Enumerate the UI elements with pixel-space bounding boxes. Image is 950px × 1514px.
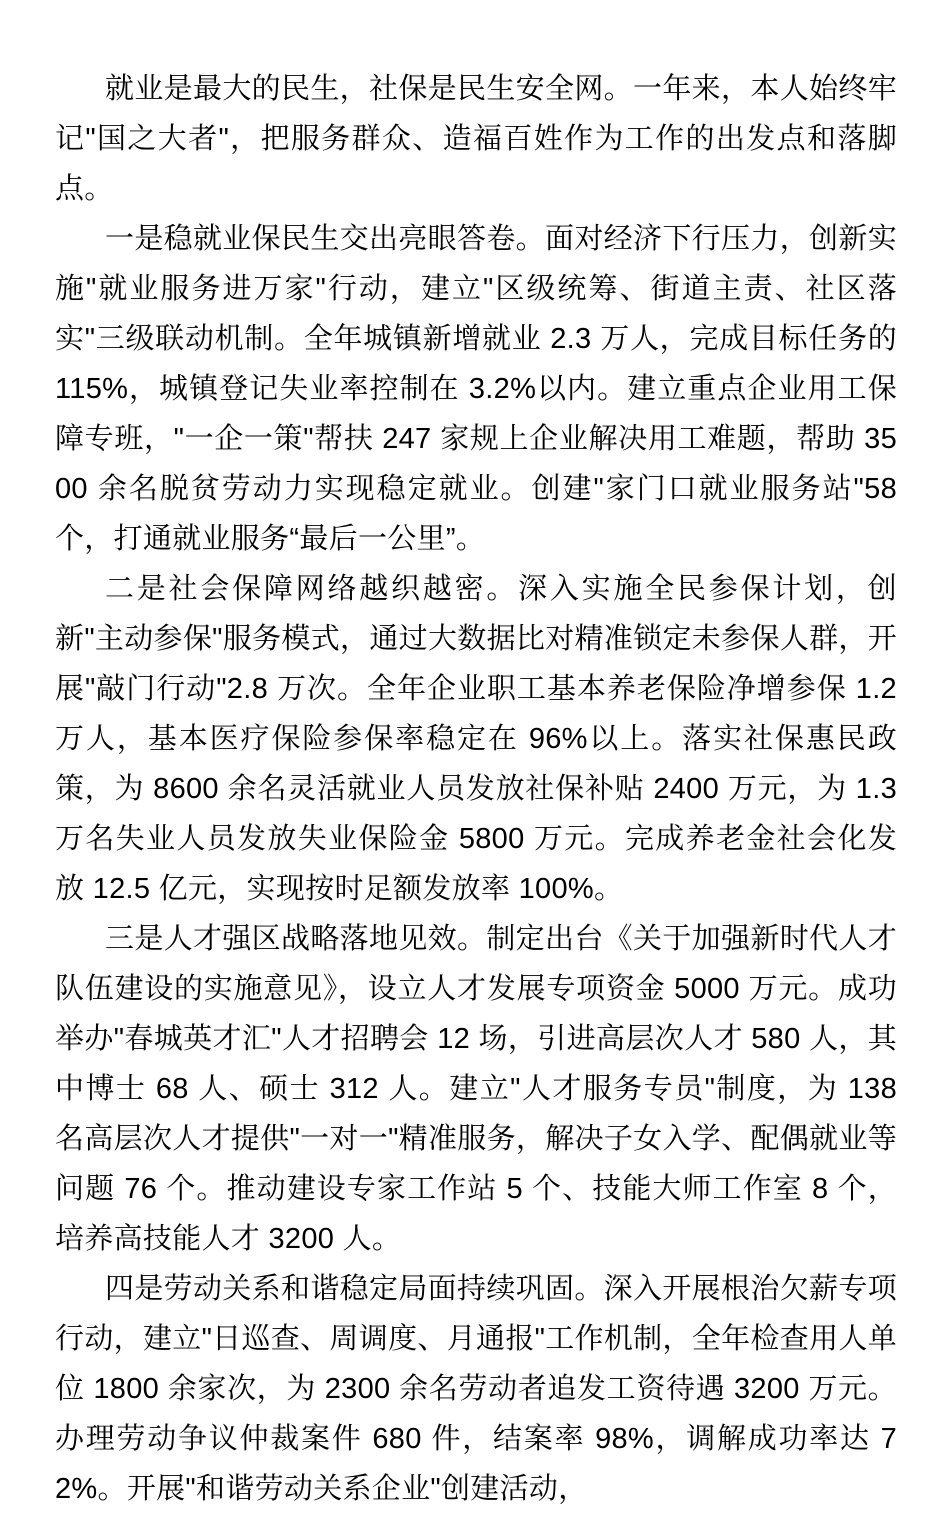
paragraph-point-2-social-security: 二是社会保障网络越织越密。深入实施全民参保计划，创新"主动参保"服务模式，通过大数据比对精准锁定未参保人群，开展"敲门行动"2.8 万次。全年企业职工基本养老保险净增参保 1.2 万人，基本医疗保险参保率稳定在 96%以上。落实社保惠民政策，为 8600 余名灵活就业人员发放社保补贴 2400 万元，为 1.3 万名失业人员发放失业保险金 5800 万元。完成养老金社会化发放 12.5 亿元，实现按时足额发放率 100%。	[55, 573, 897, 905]
paragraph-point-4-labor-relations: 四是劳动关系和谐稳定局面持续巩固。深入开展根治欠薪专项行动，建立"日巡查、周调度、月通报"工作机制，全年检查用人单位 1800 余家次，为 2300 余名劳动者追发工资待遇 3200 万元。办理劳动争议仲裁案件 680 件，结案率 98%，调解成功率达 72%。开展"和谐劳动关系企业"创建活动，	[55, 1273, 897, 1505]
paragraph-intro: 就业是最大的民生，社保是民生安全网。一年来，本人始终牢记"国之大者"，把服务群众、造福百姓作为工作的出发点和落脚点。	[55, 73, 897, 205]
paragraph-point-1-employment: 一是稳就业保民生交出亮眼答卷。面对经济下行压力，创新实施"就业服务进万家"行动，建立"区级统筹、街道主责、社区落实"三级联动机制。全年城镇新增就业 2.3 万人，完成目标任务的 115%，城镇登记失业率控制在 3.2%以内。建立重点企业用工保障专班，"一企一策"帮扶 247 家规上企业解决用工难题，帮助 3500 余名脱贫劳动力实现稳定就业。创建"家门口就业服务站"58 个，打通就业服务“最后一公里”。	[55, 223, 897, 555]
paragraph-point-3-talent: 三是人才强区战略落地见效。制定出台《关于加强新时代人才队伍建设的实施意见》，设立人才发展专项资金 5000 万元。成功举办"春城英才汇"人才招聘会 12 场，引进高层次人才 580 人，其中博士 68 人、硕士 312 人。建立"人才服务专员"制度，为 138 名高层次人才提供"一对一"精准服务，解决子女入学、配偶就业等问题 76 个。推动建设专家工作站 5 个、技能大师工作室 8 个，培养高技能人才 3200 人。	[55, 923, 897, 1255]
